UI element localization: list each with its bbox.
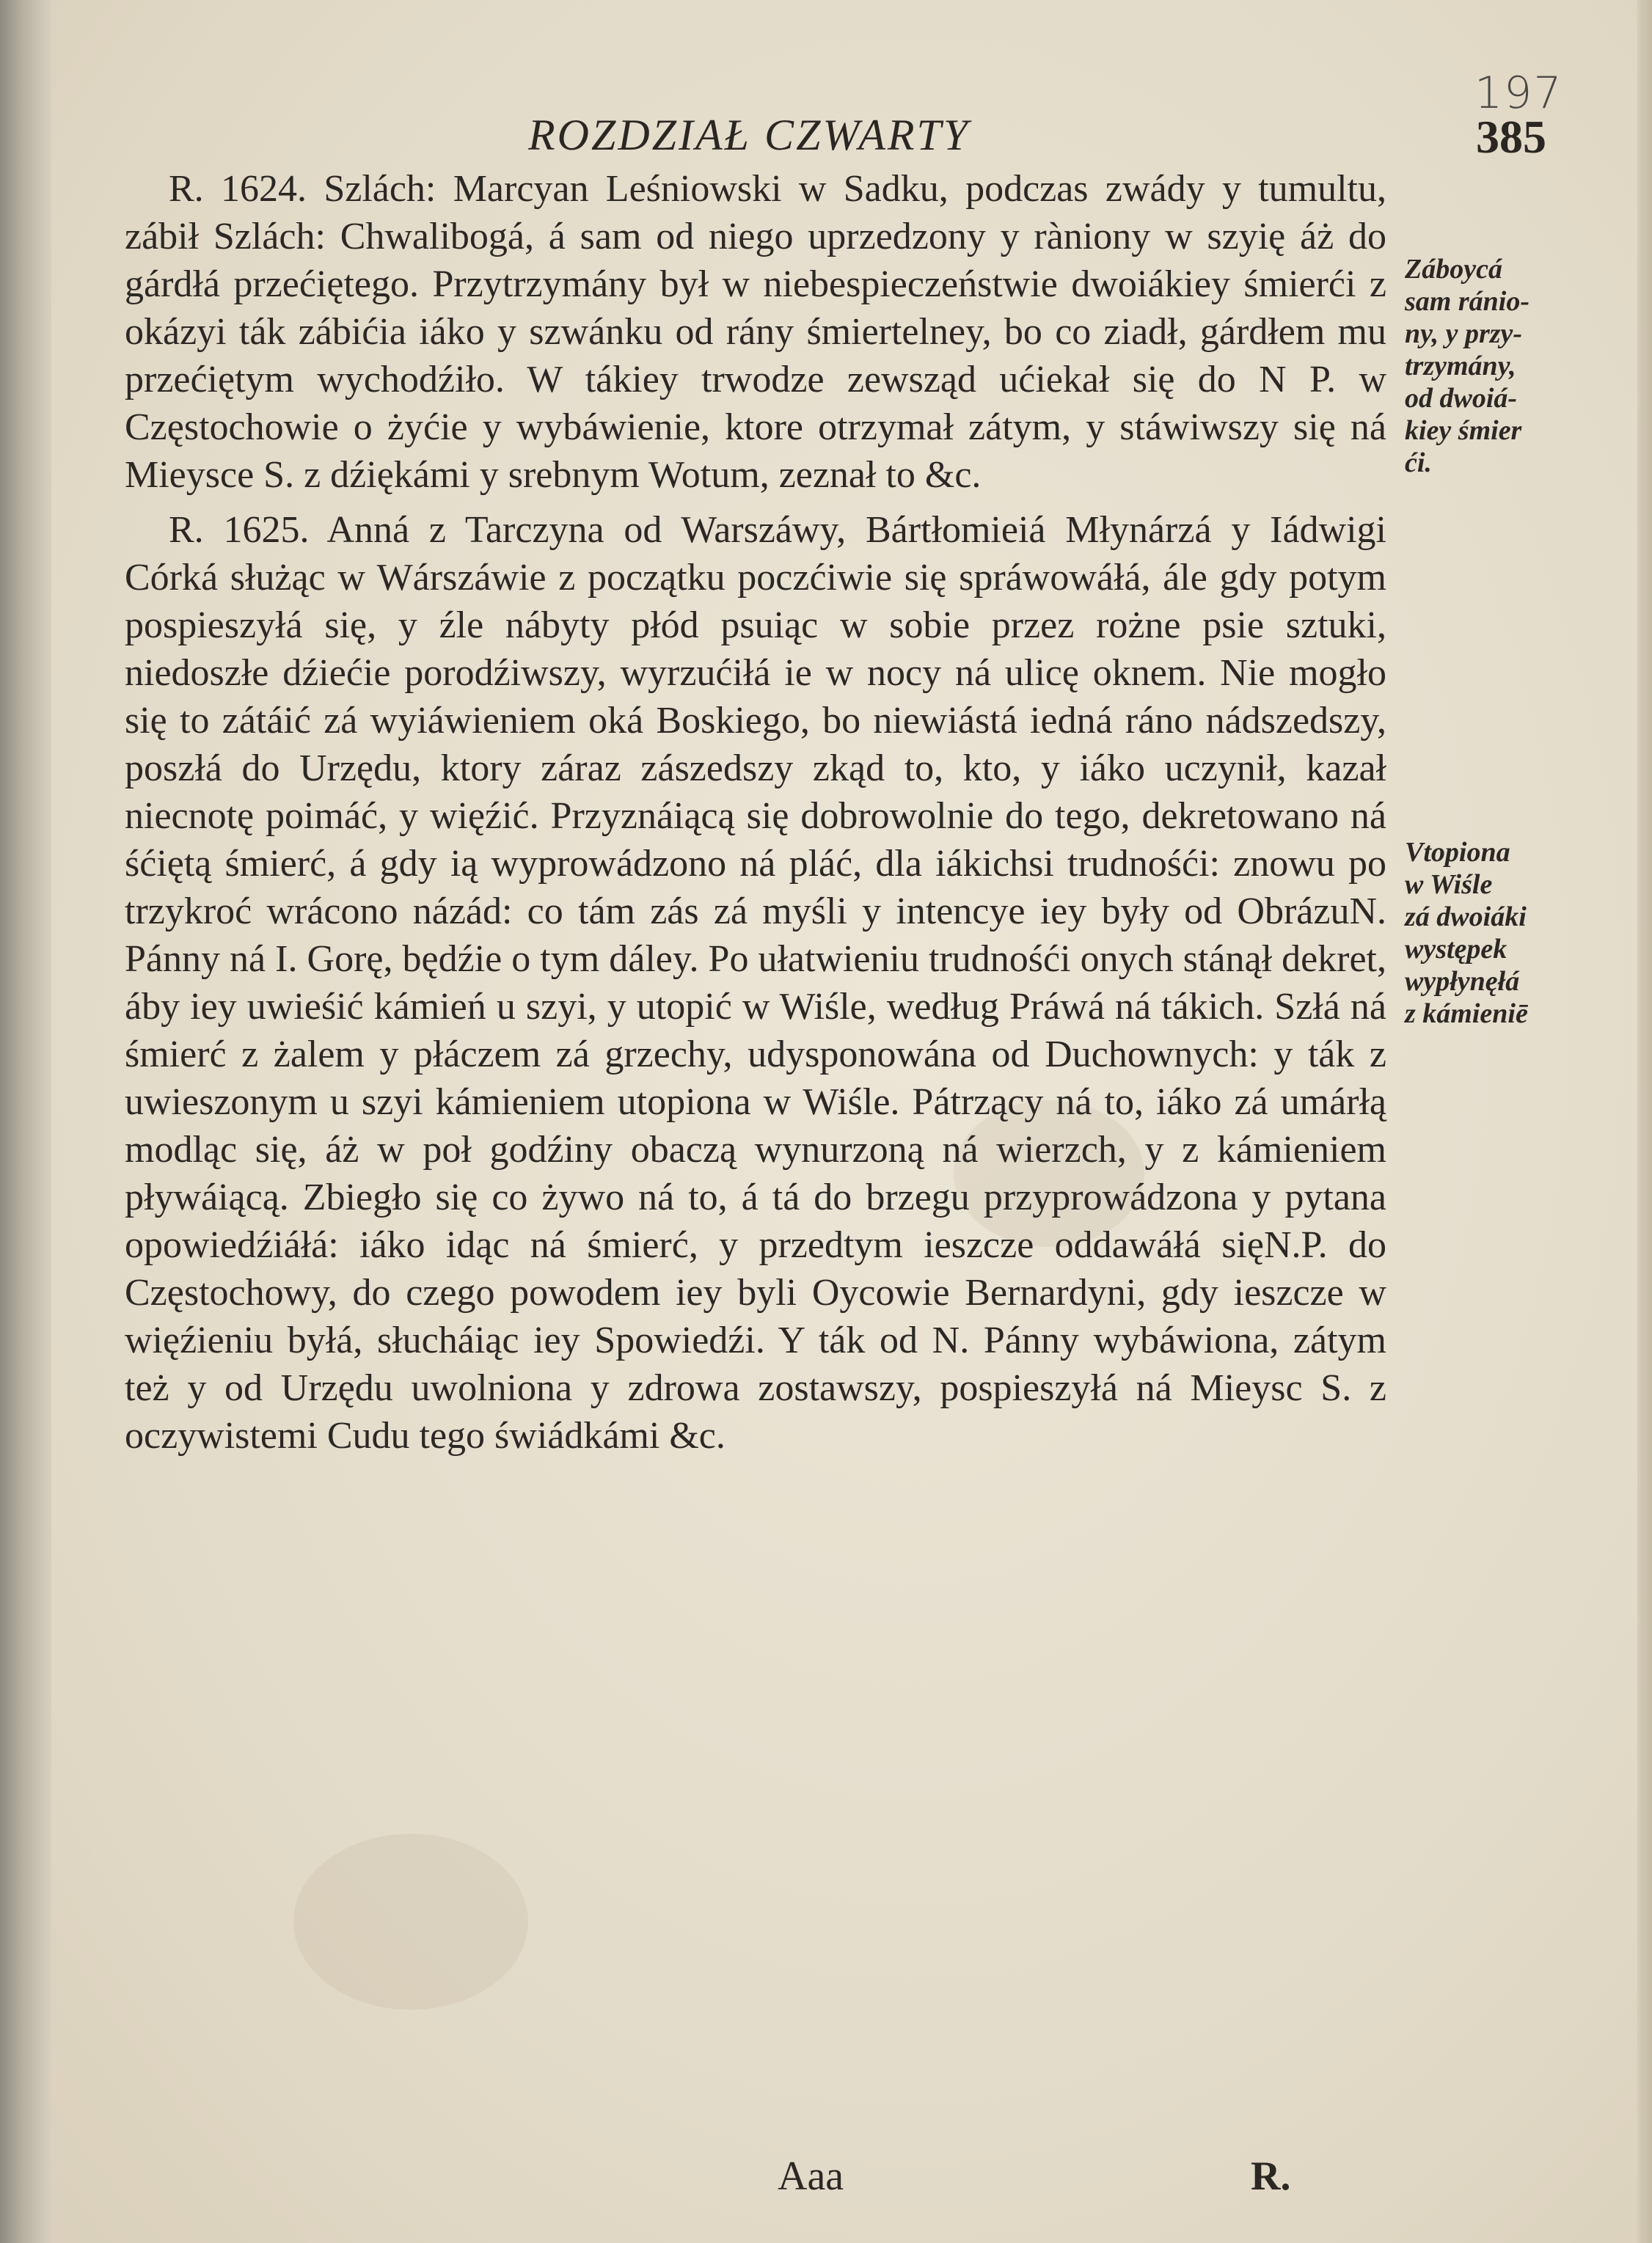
margin-note-line: w Wiśle bbox=[1405, 869, 1493, 900]
catchword: R. bbox=[1251, 2154, 1291, 2199]
margin-note-line: kiey śmier bbox=[1405, 415, 1522, 446]
paragraph-text: Szlách: Marcyan Leśniowski w Sadku, podczas zwády y tumultu, zábił Szlách: Chwalibogá, á sam od niego uprzedzony y ràniony w szyię áż do gárdłá przećiętego. Przytrzymány był w niebespieczeństwie dwoiákiey śmierći z okázyi ták zábićia iáko y szwánku od rány śmiertelney, bo co ziadł, gárdłem mu przećiętym wychodźiło. W tákiey trwodze zewsząd ućiekał się do N P. w Częstochowie o żyćie y wybáwienie, ktore otrzymał zátym, y stáwiwszy się ná Mieysce S. z dźiękámi y srebnym Wotum, zeznał to &c. bbox=[125, 168, 1386, 496]
year-marker: R. 1625. bbox=[169, 509, 310, 551]
signature-mark: Aaa bbox=[778, 2154, 844, 2199]
main-text bbox=[125, 165, 1386, 1460]
running-header: ROZDZIAŁ CZWARTY bbox=[528, 111, 971, 159]
margin-note-2 bbox=[1405, 836, 1640, 1030]
page-gutter-shadow bbox=[0, 0, 51, 2243]
margin-note-line: z kámieniē bbox=[1405, 998, 1528, 1029]
margin-note-line: występek bbox=[1405, 934, 1507, 965]
handwritten-folio-number: 197 bbox=[1474, 67, 1563, 119]
margin-note-line: sam ránio- bbox=[1405, 286, 1529, 317]
paragraph-1624 bbox=[125, 165, 1386, 499]
page-number: 385 bbox=[1476, 111, 1546, 163]
margin-note-line: ći. bbox=[1405, 447, 1432, 478]
margin-note-line: ny, y przy- bbox=[1405, 318, 1523, 349]
margin-note-line: zá dwoiáki bbox=[1405, 901, 1527, 932]
margin-note-line: trzymány, bbox=[1405, 351, 1516, 381]
margin-note-1 bbox=[1405, 253, 1640, 479]
year-marker: R. 1624. bbox=[169, 168, 307, 210]
margin-note-line: Vtopiona bbox=[1405, 837, 1510, 868]
margin-note-line: wypłynęłá bbox=[1405, 966, 1520, 997]
paper-stain bbox=[293, 1834, 528, 2010]
margin-note-line: Záboycá bbox=[1405, 254, 1502, 285]
paragraph-text: Anná z Tarczyna od Warszáwy, Bártłomieiá Młynárzá y Iádwigi Córká służąc w Wárszáwie z początku poczćiwie się spráwowáłá, ále gdy potym pospieszyłá się, y źle nábyty płód psuiąc w sobie przez rożne psie sztuki, niedoszłe dźiećie porodźiwszy, wyrzućiłá ie w nocy ná ulicę oknem. Nie mogło się to zátáić zá wyiáwieniem oká Boskiego, bo niewiástá iedná ráno nádszedszy, poszłá do Urzędu, ktory záraz zászedszy zkąd to, kto, y iáko uczynił, kazał niecnotę poimáć, y więźić. Przyznáiącą się dobrowolnie do tego, dekretowano ná śćiętą śmierć, á gdy ią wyprowádzono ná pláć, dla iákichsi trudnośći: znowu po trzykroć wrácono názád: co tám zás zá myśli y intencye iey były od ObrázuN. Pánny ná I. Gorę, będźie o tym dáley. Po ułatwieniu trudnośći onych stánął dekret, áby iey uwieśić kámień u szyi, y utopić w Wiśle, według Práwá ná tákich. Szłá ná śmierć z żalem y płáczem zá grzechy, udysponowána od Duchownych: y ták z uwieszonym u szyi kámieniem utopiona w Wiśle. Pátrzący ná to, iáko zá umárłą modląc się, áż w poł godźiny obaczą wynurzoną ná wierzch, y z kámieniem pływáiącą. Zbiegło się co żywo ná to, á tá do brzegu przyprowádzona y pytana opowiedźiáłá: iáko idąc ná śmierć, y przedtym ieszcze oddawáłá sięN.P. do Częstochowy, do czego powodem iey byli Oycowie Bernardyni, gdy ieszcze w więźieniu byłá, słucháiąc iey Spowiedźi. Y ták od N. Pánny wybáwiona, zátym też y od Urzędu uwolniona y zdrowa zostawszy, pospieszyłá ná Mieysc S. z oczywistemi Cudu tego świádkámi &c. bbox=[125, 509, 1386, 1457]
paragraph-1625 bbox=[125, 506, 1386, 1460]
page-edge bbox=[1637, 0, 1652, 2243]
margin-note-line: od dwoiá- bbox=[1405, 383, 1518, 414]
